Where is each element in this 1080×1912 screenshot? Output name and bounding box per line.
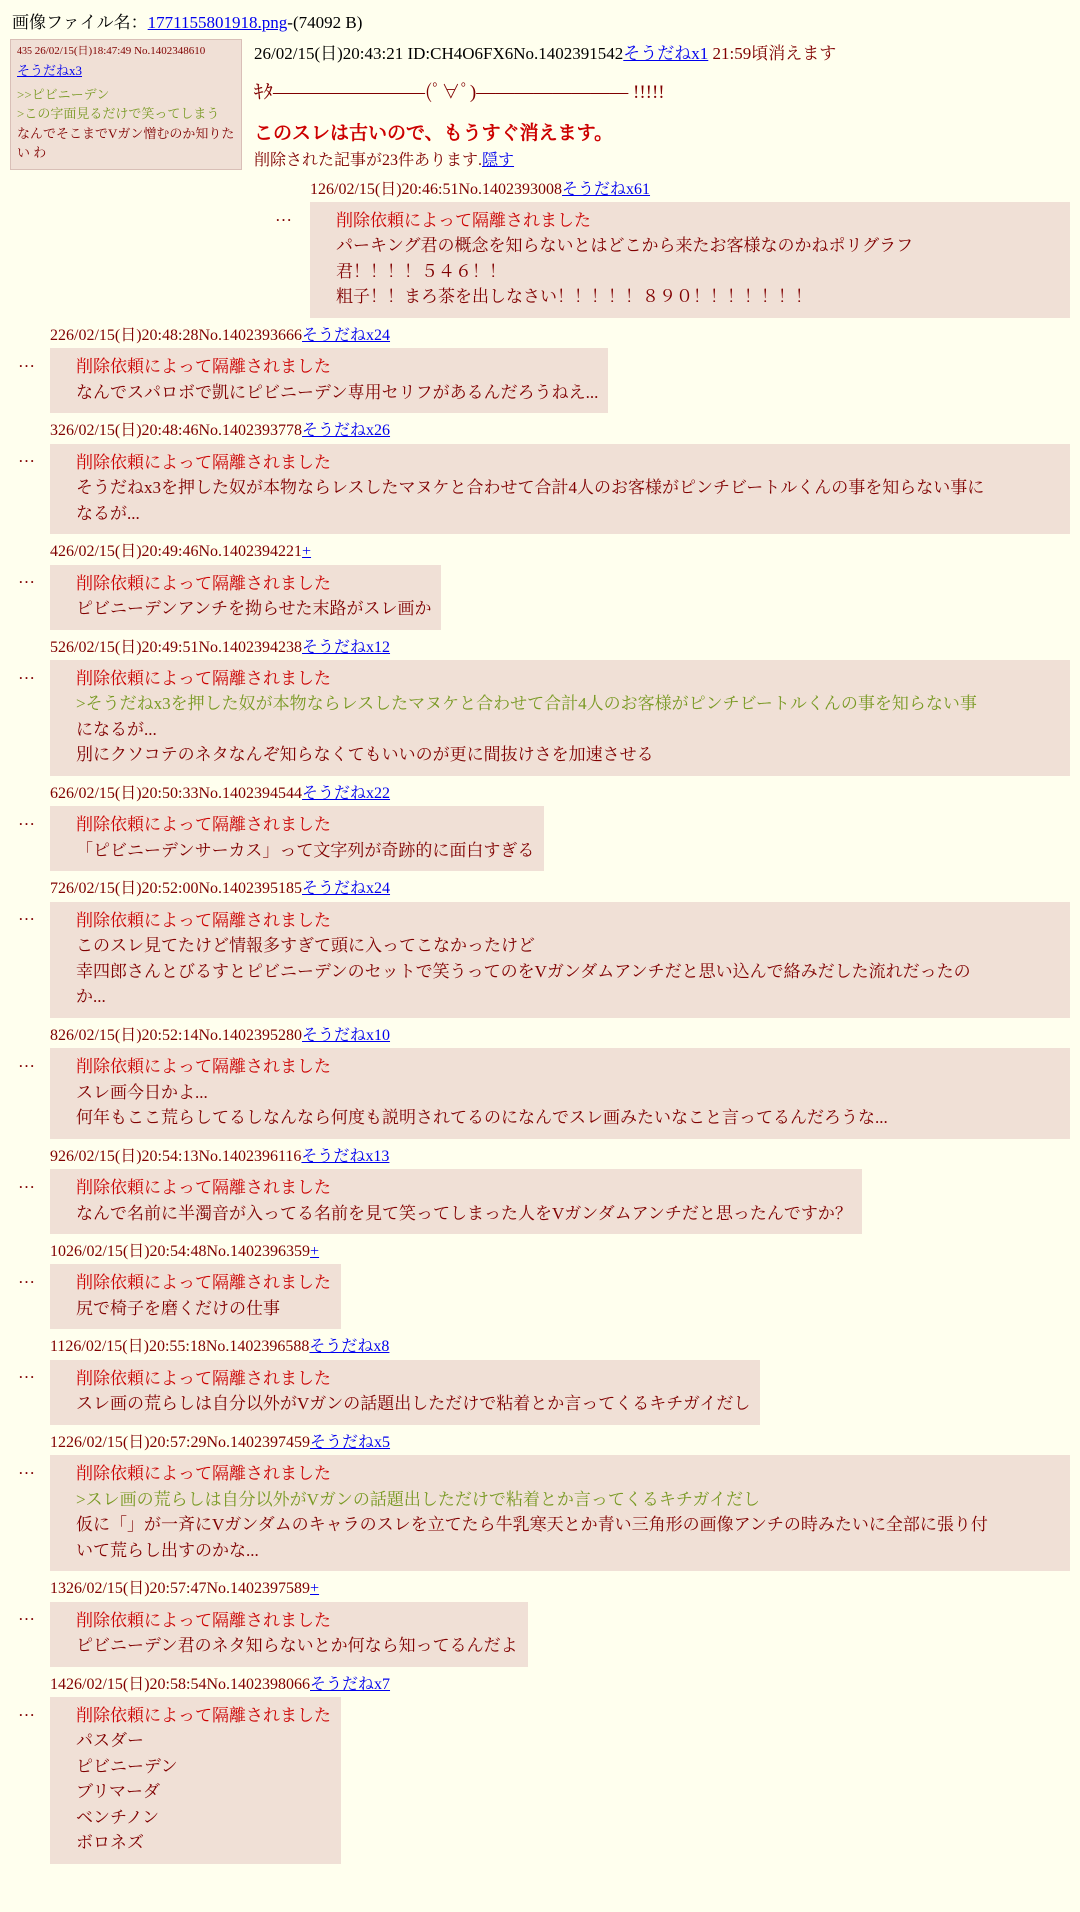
op-quoted-post bbox=[10, 39, 242, 170]
reply-line: ピビニーデン bbox=[76, 1756, 178, 1776]
reply-post bbox=[10, 1240, 1070, 1329]
op-quoted-index: 435 bbox=[17, 46, 32, 57]
reply-expand-dots[interactable]: … bbox=[18, 809, 35, 829]
op-quoted-line-0: >>ピビニーデン bbox=[17, 86, 110, 102]
reply-line: >そうだねx3を押した奴が本物ならレスしたマヌケと合わせて合計4人のお客様がピンチビートルくんの事を知らない事 bbox=[76, 694, 977, 714]
reply-postno: No.1402393666 bbox=[198, 326, 303, 344]
reply-header bbox=[50, 1024, 1070, 1048]
reply-postno: No.1402394238 bbox=[198, 638, 303, 656]
reply-line: になるが... bbox=[76, 719, 157, 739]
op-content bbox=[254, 39, 1070, 178]
op-post bbox=[10, 39, 1070, 178]
reply-post bbox=[10, 1145, 1070, 1234]
reply-post bbox=[10, 419, 1070, 534]
reply-line: なんでスパロボで凱にピビニーデン専用セリフがあるんだろうねえ... bbox=[76, 382, 599, 402]
reply-postno: No.1402393778 bbox=[198, 422, 303, 440]
reply-sodane-link[interactable]: そうだねx61 bbox=[562, 180, 651, 198]
hide-deleted-link[interactable]: 隠す bbox=[482, 151, 515, 169]
deletion-notice: 削除依頼によって隔離されました bbox=[76, 910, 331, 930]
deletion-notice: 削除依頼によって隔離されました bbox=[76, 1368, 331, 1388]
reply-header bbox=[50, 1145, 1070, 1169]
reply-body bbox=[50, 565, 441, 630]
reply-postno: No.1402396359 bbox=[206, 1243, 311, 1261]
reply-line: ピビニーデン君のネタ知らないとか何なら知ってるんだよ bbox=[76, 1636, 518, 1656]
reply-index: 6 bbox=[50, 784, 58, 802]
reply-post bbox=[10, 877, 1070, 1017]
reply-post bbox=[10, 1577, 1070, 1666]
reply-datetime: 26/02/15(日)20:48:46 bbox=[58, 422, 199, 440]
reply-line: 幸四郎さんとびるすとピビニーデンのセットで笑うってのをVガンダムアンチだと思い込んで絡みだした流れだったの bbox=[76, 961, 971, 981]
reply-postno: No.1402393008 bbox=[458, 180, 563, 198]
reply-index: 4 bbox=[50, 543, 58, 561]
reply-line: なるが... bbox=[76, 503, 140, 523]
reply-line: 別にクソコテのネタなんぞ知らなくてもいいのが更に間抜けさを加速させる bbox=[76, 745, 654, 765]
deletion-notice: 削除依頼によって隔離されました bbox=[336, 210, 591, 230]
reply-postno: No.1402394221 bbox=[198, 543, 303, 561]
reply-index: 12 bbox=[50, 1433, 66, 1451]
reply-line: 粗子！！まろ茶を出しなさい！！！！！８９０！！！！！！！ bbox=[336, 287, 812, 307]
reply-body bbox=[50, 1264, 341, 1329]
reply-line: 君！！！！５４６！！ bbox=[336, 261, 506, 281]
reply-body bbox=[50, 806, 544, 871]
reply-index: 14 bbox=[50, 1675, 66, 1693]
reply-index: 3 bbox=[50, 422, 58, 440]
deletion-notice: 削除依頼によって隔離されました bbox=[76, 1057, 331, 1077]
reply-body bbox=[50, 902, 1070, 1018]
reply-index: 7 bbox=[50, 880, 58, 898]
reply-body bbox=[50, 1697, 341, 1864]
reply-line: ブリマーダ bbox=[76, 1782, 160, 1802]
reply-expand-dots[interactable]: … bbox=[18, 1458, 35, 1478]
image-file-label: 画像ファイル名： bbox=[12, 13, 148, 32]
reply-line: ボロネズ bbox=[76, 1833, 144, 1853]
reply-line: 何年もここ荒らしてるしなんなら何度も説明されてるのになんでスレ画みたいなこと言ってるんだろうな... bbox=[76, 1108, 888, 1128]
reply-datetime: 26/02/15(日)20:58:54 bbox=[66, 1675, 207, 1693]
reply-line: 尻で椅子を磨くだけの仕事 bbox=[76, 1298, 280, 1318]
reply-post bbox=[10, 1024, 1070, 1139]
reply-sodane-link[interactable]: そうだねx12 bbox=[302, 638, 391, 656]
deletion-notice: 削除依頼によって隔離されました bbox=[76, 1464, 331, 1484]
reply-post bbox=[10, 782, 1070, 871]
reply-datetime: 26/02/15(日)20:46:51 bbox=[318, 180, 459, 198]
reply-body bbox=[50, 348, 608, 413]
op-quoted-postno: No.1402348610 bbox=[134, 45, 206, 57]
reply-header bbox=[50, 1577, 1070, 1601]
reply-sodane-link[interactable]: そうだねx26 bbox=[302, 422, 391, 440]
reply-body bbox=[310, 202, 1070, 318]
reply-index: 10 bbox=[50, 1243, 66, 1261]
reply-header bbox=[310, 178, 1070, 202]
reply-line: 仮に「」が一斉にVガンダムのキャラのスレを立てたら牛乳寒天とか青い三角形の画像アンチの時みたいに全部に張り付 bbox=[76, 1515, 988, 1535]
reply-index: 1 bbox=[310, 180, 318, 198]
reply-header bbox=[50, 1335, 1070, 1359]
reply-expand-dots[interactable]: … bbox=[18, 447, 35, 467]
reply-list bbox=[10, 178, 1070, 1864]
reply-line: 「ピビニーデンサーカス」って文字列が奇跡的に面白すぎる bbox=[76, 840, 535, 860]
image-file-link[interactable]: 1771155801918.png bbox=[147, 13, 288, 32]
reply-line: ピビニーデンアンチを拗らせた末路がスレ画か bbox=[76, 599, 432, 619]
reply-sodane-link[interactable]: そうだねx24 bbox=[302, 880, 391, 898]
deletion-notice: 削除依頼によって隔離されました bbox=[76, 1610, 331, 1630]
reply-datetime: 26/02/15(日)20:48:28 bbox=[58, 326, 199, 344]
reply-sodane-link[interactable]: + bbox=[310, 1580, 320, 1598]
reply-postno: No.1402394544 bbox=[198, 784, 303, 802]
reply-line: か... bbox=[76, 987, 106, 1007]
reply-expand-dots[interactable]: … bbox=[18, 1268, 35, 1288]
reply-expand-dots[interactable]: … bbox=[18, 1605, 35, 1625]
reply-body bbox=[50, 1360, 760, 1425]
reply-expand-dots[interactable]: … bbox=[18, 1051, 35, 1071]
reply-header bbox=[50, 1673, 1070, 1697]
reply-sodane-link[interactable]: そうだねx22 bbox=[302, 784, 391, 802]
reply-body bbox=[50, 444, 1070, 535]
reply-postno: No.1402397459 bbox=[206, 1433, 311, 1451]
reply-index: 13 bbox=[50, 1580, 66, 1598]
reply-body bbox=[50, 1169, 862, 1234]
reply-datetime: 26/02/15(日)20:55:18 bbox=[65, 1338, 206, 1356]
deletion-notice: 削除依頼によって隔離されました bbox=[76, 452, 331, 472]
deletion-notice: 削除依頼によって隔離されました bbox=[76, 1178, 331, 1198]
reply-datetime: 26/02/15(日)20:50:33 bbox=[58, 784, 199, 802]
reply-header bbox=[50, 636, 1070, 660]
reply-line: スレ画今日かよ... bbox=[76, 1082, 208, 1102]
reply-header bbox=[50, 782, 1070, 806]
reply-body bbox=[50, 1455, 1070, 1571]
reply-post bbox=[10, 1431, 1070, 1571]
reply-postno: No.1402398066 bbox=[206, 1675, 311, 1693]
deletion-notice: 削除依頼によって隔離されました bbox=[76, 357, 331, 377]
reply-postno: No.1402397589 bbox=[206, 1580, 311, 1598]
reply-sodane-link[interactable]: そうだねx13 bbox=[301, 1147, 390, 1165]
reply-line: スレ画の荒らしは自分以外がVガンの話題出しただけで粘着とか言ってくるキチガイだし bbox=[76, 1394, 751, 1414]
reply-post bbox=[10, 636, 1070, 776]
reply-line: いて荒らし出すのかな... bbox=[76, 1540, 259, 1560]
reply-sodane-link[interactable]: そうだねx8 bbox=[309, 1338, 390, 1356]
deletion-notice: 削除依頼によって隔離されました bbox=[76, 668, 331, 688]
reply-expand-dots[interactable]: … bbox=[18, 1172, 35, 1192]
reply-index: 5 bbox=[50, 638, 58, 656]
reply-index: 8 bbox=[50, 1026, 58, 1044]
reply-expand-dots[interactable]: … bbox=[18, 568, 35, 588]
reply-post bbox=[10, 540, 1070, 629]
reply-header bbox=[50, 1431, 1070, 1455]
reply-expand-dots[interactable]: … bbox=[18, 1363, 35, 1383]
reply-index: 2 bbox=[50, 326, 58, 344]
reply-expand-dots[interactable]: … bbox=[275, 205, 292, 225]
op-expire-note: 21:59頃消えます bbox=[708, 44, 837, 63]
reply-line: パーキング君の概念を知らないとはどこから来たお客様なのかねポリグラフ bbox=[336, 236, 914, 256]
deletion-notice: 削除依頼によって隔離されました bbox=[76, 573, 331, 593]
reply-post bbox=[10, 1673, 1070, 1864]
reply-sodane-link[interactable]: + bbox=[302, 543, 312, 561]
deletion-notice: 削除依頼によって隔離されました bbox=[76, 815, 331, 835]
op-quoted-body bbox=[17, 85, 235, 163]
reply-sodane-link[interactable]: + bbox=[310, 1243, 320, 1261]
old-thread-warning: このスレは古いので、もうすぐ消えます。 bbox=[254, 122, 614, 144]
reply-header bbox=[50, 324, 1070, 348]
reply-header bbox=[50, 540, 1070, 564]
op-sodane-link[interactable]: そうだねx1 bbox=[623, 44, 709, 63]
reply-postno: No.1402396588 bbox=[205, 1338, 310, 1356]
op-quoted-datetime: 26/02/15(日)18:47:49 bbox=[34, 45, 132, 57]
reply-post bbox=[10, 178, 1070, 318]
reply-body bbox=[50, 660, 1070, 776]
image-file-line bbox=[12, 8, 1070, 33]
reply-datetime: 26/02/15(日)20:57:47 bbox=[66, 1580, 207, 1598]
reply-postno: No.1402395185 bbox=[198, 880, 303, 898]
reply-expand-dots[interactable]: … bbox=[18, 351, 35, 371]
reply-post bbox=[10, 324, 1070, 413]
reply-header bbox=[50, 877, 1070, 901]
reply-line: このスレ見てたけど情報多すぎて頭に入ってこなかったけど bbox=[76, 936, 535, 956]
reply-datetime: 26/02/15(日)20:52:14 bbox=[58, 1026, 199, 1044]
reply-header bbox=[50, 419, 1070, 443]
reply-datetime: 26/02/15(日)20:54:13 bbox=[58, 1147, 199, 1165]
reply-line: パスダー bbox=[76, 1731, 144, 1751]
reply-body bbox=[50, 1602, 528, 1667]
reply-expand-dots[interactable]: … bbox=[18, 1700, 35, 1720]
reply-sodane-link[interactable]: そうだねx24 bbox=[302, 326, 391, 344]
op-quoted-line-2: なんでそこまでVガン憎むのか知りたい bbox=[17, 125, 235, 161]
reply-line: そうだねx3を押した奴が本物ならレスしたマヌケと合わせて合計4人のお客様がピンチビートルくんの事を知らない事に bbox=[76, 478, 985, 498]
reply-body bbox=[50, 1048, 1070, 1139]
op-quoted-sodane-link[interactable]: そうだねx3 bbox=[17, 62, 83, 78]
reply-datetime: 26/02/15(日)20:57:29 bbox=[66, 1433, 207, 1451]
reply-line: ベンチノン bbox=[76, 1807, 160, 1827]
deletion-notice: 削除依頼によって隔離されました bbox=[76, 1273, 331, 1293]
reply-postno: No.1402396116 bbox=[198, 1147, 302, 1165]
reply-index: 9 bbox=[50, 1147, 58, 1165]
op-header bbox=[254, 41, 1070, 67]
reply-datetime: 26/02/15(日)20:54:48 bbox=[66, 1243, 207, 1261]
reply-index: 11 bbox=[50, 1338, 66, 1356]
reply-line: なんで名前に半濁音が入ってる名前を見て笑ってしまった人をVガンダムアンチだと思ったんですか？ bbox=[76, 1203, 852, 1223]
reply-expand-dots[interactable]: … bbox=[18, 663, 35, 683]
deletion-notice: 削除依頼によって隔離されました bbox=[76, 1705, 331, 1725]
reply-datetime: 26/02/15(日)20:49:46 bbox=[58, 543, 199, 561]
reply-postno: No.1402395280 bbox=[198, 1026, 303, 1044]
reply-sodane-link[interactable]: そうだねx7 bbox=[310, 1675, 391, 1693]
reply-datetime: 26/02/15(日)20:52:00 bbox=[58, 880, 199, 898]
reply-post bbox=[10, 1335, 1070, 1424]
op-quoted-meta bbox=[17, 44, 235, 59]
reply-line: >スレ画の荒らしは自分以外がVガンの話題出しただけで粘着とか言ってくるキチガイだし bbox=[76, 1489, 761, 1509]
op-quoted-line-3: わ bbox=[33, 145, 47, 161]
reply-header bbox=[50, 1240, 1070, 1264]
op-quoted-line-1: >この字面見るだけで笑ってしまう bbox=[17, 106, 220, 122]
reply-sodane-link[interactable]: そうだねx10 bbox=[302, 1026, 391, 1044]
op-ascii-text: ｷﾀ――――――――(ﾟ∀ﾟ)―――――――― !!!!! bbox=[254, 81, 665, 103]
deleted-count-text: 削除された記事が23件あります. bbox=[254, 151, 483, 169]
reply-datetime: 26/02/15(日)20:49:51 bbox=[58, 638, 199, 656]
reply-sodane-link[interactable]: そうだねx5 bbox=[310, 1433, 391, 1451]
op-header-meta: 26/02/15(日)20:43:21 ID:CH4O6FX6No.1402391542 bbox=[254, 44, 624, 63]
image-file-size: -(74092 B) bbox=[287, 13, 363, 32]
reply-expand-dots[interactable]: … bbox=[18, 905, 35, 925]
deleted-count-note bbox=[254, 147, 1070, 170]
